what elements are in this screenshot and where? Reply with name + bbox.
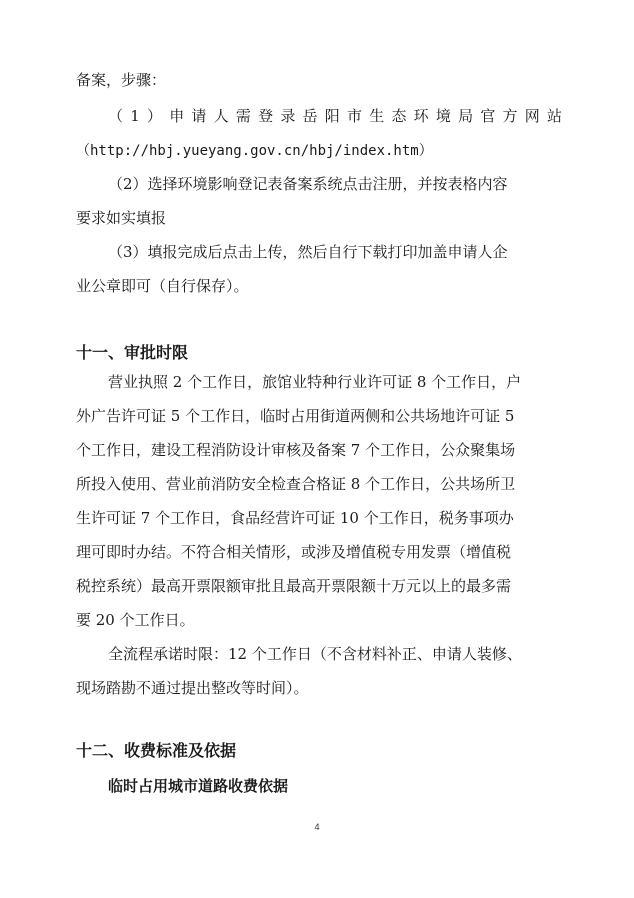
approval-time-line: 所投入使用、营业前消防安全检查合格证 8 个工作日，公共场所卫 bbox=[76, 475, 516, 493]
step-3-text: （3）填报完成后点击上传，然后自行下载打印加盖申请人企 bbox=[108, 243, 508, 261]
commitment-time-line: 现场踏勘不通过提出整改等时间）。 bbox=[76, 679, 309, 697]
page-number: 4 bbox=[314, 822, 320, 832]
section-11-heading: 十一、审批时限 bbox=[76, 343, 189, 362]
approval-time-line: 营业执照 2 个工作日，旅馆业特种行业许可证 8 个工作日，户 bbox=[108, 373, 522, 391]
section-12-heading: 十二、收费标准及依据 bbox=[76, 741, 237, 760]
approval-time-line: 理可即时办结。不符合相关情形，或涉及增值税专用发票（增值税 bbox=[76, 543, 512, 561]
step-1-url bbox=[76, 140, 562, 161]
approval-time-line: 生许可证 7 个工作日，食品经营许可证 10 个工作日，税务事项办 bbox=[76, 509, 514, 527]
step-2-text: （2）选择环境影响登记表备案系统点击注册，并按表格内容 bbox=[108, 175, 508, 193]
step-3-continued: 业公章即可（自行保存）。 bbox=[76, 277, 249, 295]
approval-time-line: 税控系统）最高开票限额审批且最高开票限额十万元以上的最多需 bbox=[76, 577, 512, 595]
approval-time-line: 个工作日，建设工程消防设计审核及备案 7 个工作日，公众聚集场 bbox=[76, 441, 516, 459]
approval-time-line: 要 20 个工作日。 bbox=[76, 611, 195, 629]
step-2-continued: 要求如实填报 bbox=[76, 209, 167, 227]
filing-steps-intro: 备案，步骤： bbox=[76, 71, 167, 89]
fee-basis-subheading: 临时占用城市道路收费依据 bbox=[108, 777, 289, 795]
commitment-time-line: 全流程承诺时限：12 个工作日（不含材料补正、申请人装修、 bbox=[108, 645, 522, 663]
step-1-text: （1）申请人需登录岳阳市生态环境局官方网站 bbox=[108, 107, 562, 125]
approval-time-line: 外广告许可证 5 个工作日，临时占用街道两侧和公共场地许可证 5 bbox=[76, 407, 515, 425]
website-url: （http://hbj.yueyang.gov.cn/hbj/index.htm） bbox=[76, 143, 433, 159]
